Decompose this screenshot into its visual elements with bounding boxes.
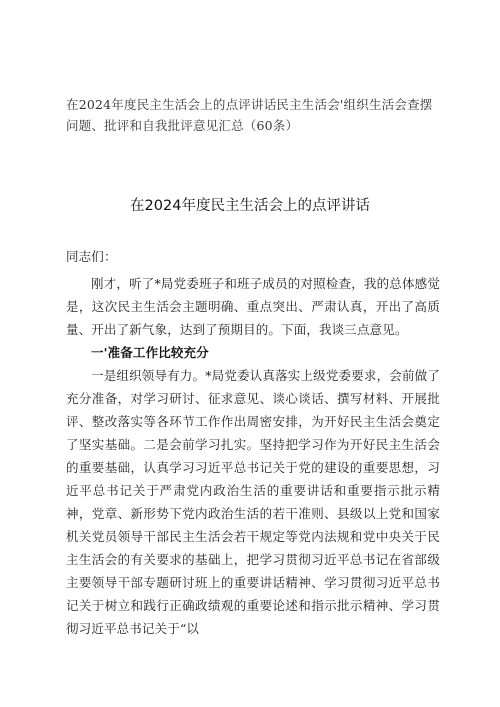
paragraph-opening: 刚才，听了*局党委班子和班子成员的对照检查，我的总体感觉是，这次民主生活会主题明确、重点突出、严肃认真，开出了高质量、开出了新气象，达到了预期目的。下面，我谈三点意见。 bbox=[66, 276, 440, 337]
document-heading: 在2024年度民主生活会上的点评讲话民主生活会'组织生活会查摆问题、批评和自我批评意见汇总（60条） bbox=[66, 97, 433, 133]
document-body bbox=[66, 245, 440, 640]
paragraph-preparation: 一是组织领导有力。*局党委认真落实上级党委要求，会前做了充分准备，对学习研讨、征求意见、谈心谈话、撰写材料、开展批评、整改落实等各环节工作作出周密安排，为开好民主生活会奠定了坚实基础。二是会前学习扎实。坚持把学习作为开好民主生活会的重要基础，认真学习习近平总书记关于党的建设的重要思想，习近平总书记关于严肃党内政治生活的重要讲话和重要指示批示精神，党章、新形势下党内政治生活的若干准则、县级以上党和国家机关党员领导干部民主生活会若干规定等党内法规和党中央关于民主生活会的有关要求的基础上，把学习贯彻习近平总书记在省部级主要领导干部专题研讨班上的重要讲话精神、学习贯彻习近平总书记关于树立和践行正确政绩观的重要论述和指示批示精神、学习贯彻习近平总书记关于“以 bbox=[66, 368, 440, 636]
document-title: 在2024年度民主生活会上的点评讲话 bbox=[130, 198, 370, 214]
salutation: 同志们： bbox=[66, 249, 117, 264]
section-heading-1: 一'准备工作比较充分 bbox=[91, 345, 209, 360]
